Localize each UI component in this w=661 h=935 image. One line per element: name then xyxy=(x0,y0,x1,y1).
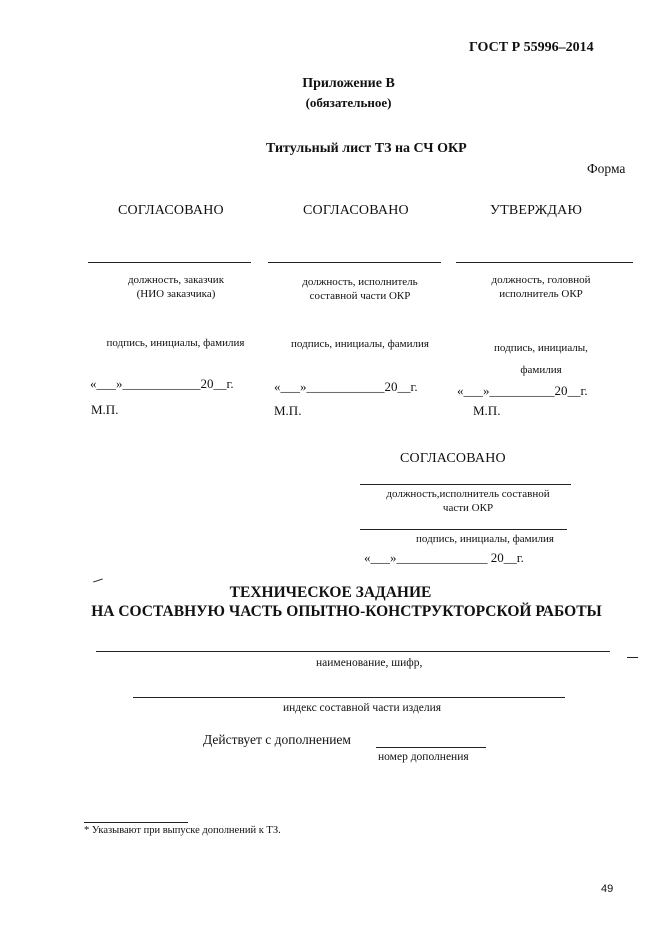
footnote: * Указывают при выпуске дополнений к ТЗ. xyxy=(84,825,281,836)
extra-position-line xyxy=(360,484,571,485)
extra-position-caption: должность,исполнитель составной части ОКР xyxy=(386,488,550,514)
page-number: 49 xyxy=(601,883,614,895)
col3-signature-caption: подпись, инициалы, фамилия xyxy=(494,342,588,376)
col2-heading: СОГЛАСОВАНО xyxy=(303,203,409,218)
col1-position-line xyxy=(88,262,251,263)
page-title: Титульный лист ТЗ на СЧ ОКР xyxy=(266,141,467,156)
supplement-line xyxy=(376,747,486,748)
col2-position-line xyxy=(268,262,441,263)
col3-heading: УТВЕРЖДАЮ xyxy=(490,203,583,218)
supplement-label: Действует с дополнением xyxy=(203,732,351,747)
col2-signature-caption: подпись, инициалы, фамилия xyxy=(291,338,429,350)
col3-position-line xyxy=(456,262,633,263)
standard-number: ГОСТ Р 55996–2014 xyxy=(469,40,594,55)
col1-position-caption: должность, заказчик (НИО заказчика) xyxy=(127,274,225,300)
col2-date-line: «___»____________20__г. xyxy=(274,379,418,394)
name-line xyxy=(96,651,610,652)
col2-position-caption: должность, исполнитель составной части ОКР xyxy=(302,276,418,302)
col2-stamp: М.П. xyxy=(274,403,302,418)
main-title-line2: НА СОСТАВНУЮ ЧАСТЬ ОПЫТНО-КОНСТРУКТОРСКОЙ РАБОТЫ xyxy=(91,603,602,620)
stray-mark xyxy=(93,578,103,582)
stray-mark xyxy=(627,657,638,658)
appendix-note: (обязательное) xyxy=(305,95,392,110)
col1-heading: СОГЛАСОВАНО xyxy=(118,203,224,218)
index-line xyxy=(133,697,565,698)
footnote-separator xyxy=(84,822,188,823)
extra-signature-line xyxy=(360,529,567,530)
form-label: Форма xyxy=(587,161,626,176)
supplement-caption: номер дополнения xyxy=(378,751,469,763)
col1-stamp: М.П. xyxy=(91,402,119,417)
col1-signature-caption: подпись, инициалы, фамилия xyxy=(106,337,245,349)
col3-stamp: М.П. xyxy=(473,403,501,418)
extra-date-line: «___»______________ 20__г. xyxy=(364,550,524,565)
col1-date-line: «___»____________20__г. xyxy=(90,376,234,391)
col3-position-caption: должность, головной исполнитель ОКР xyxy=(491,274,591,300)
main-title-line1: ТЕХНИЧЕСКОЕ ЗАДАНИЕ xyxy=(229,584,432,601)
index-caption: индекс составной части изделия xyxy=(283,702,442,714)
col3-date-line: «___»__________20__г. xyxy=(457,383,588,398)
extra-approval-heading: СОГЛАСОВАНО xyxy=(400,451,506,466)
extra-signature-caption: подпись, инициалы, фамилия xyxy=(416,533,554,545)
appendix-title: Приложение В xyxy=(302,76,395,91)
name-caption: наименование, шифр, xyxy=(316,657,423,669)
